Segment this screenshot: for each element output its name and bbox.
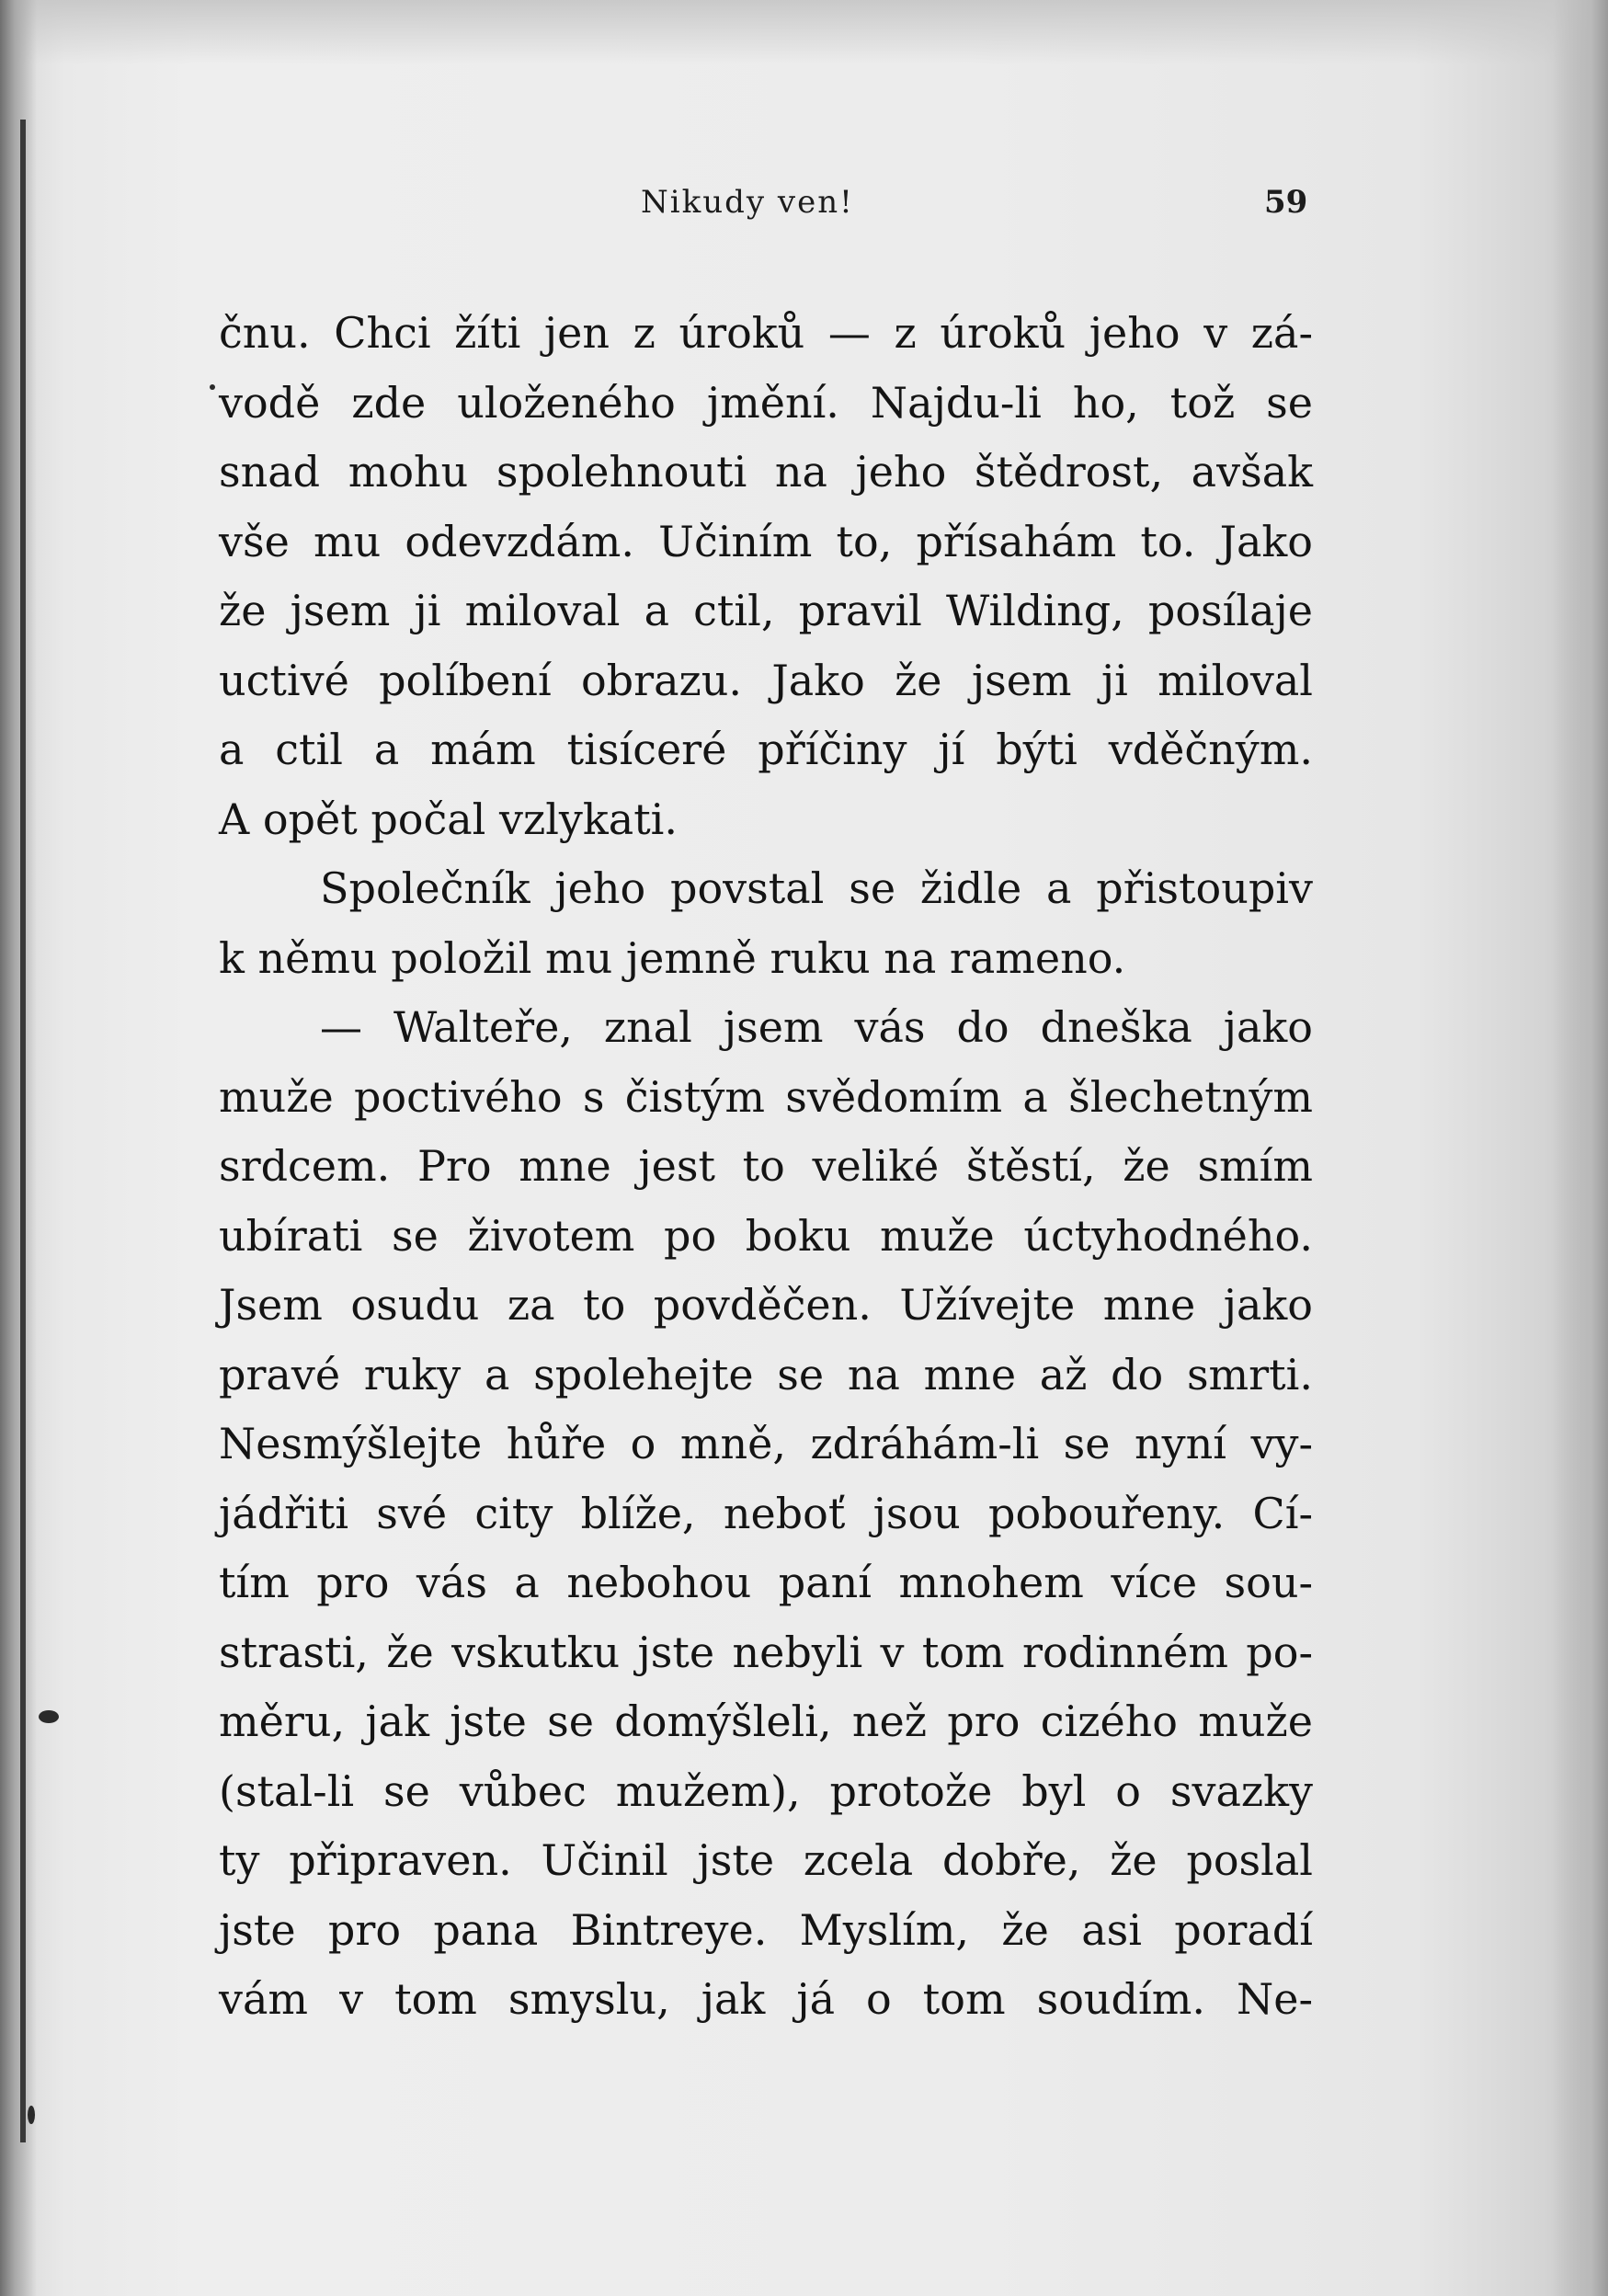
text-line: že jsem ji miloval a ctil, pravil Wilding, posílaje — [219, 586, 1313, 635]
scan-speck — [39, 1710, 59, 1723]
text-line: ty připraven. Učinil jste zcela dobře, že poslal — [219, 1835, 1313, 1885]
text-line: pravé ruky a spolehejte se na mne až do smrti. — [219, 1349, 1313, 1399]
text-line: měru, jak jste se domýšleli, než pro cizého muže — [219, 1696, 1313, 1746]
text-line: (stal-li se vůbec mužem), protože byl o svazky — [219, 1765, 1313, 1816]
text-line: jste pro pana Bintreye. Myslím, že asi poradí — [219, 1904, 1313, 1955]
text-line: ubírati se životem po boku muže úctyhodného. — [219, 1210, 1313, 1261]
page-edge-shadow — [1553, 0, 1608, 2296]
text-line: snad mohu spolehnouti na jeho štědrost, avšak — [219, 447, 1313, 497]
text-line: čnu. Chci žíti jen z úroků — z úroků jeho v zá- — [219, 308, 1313, 358]
text-line: strasti, že vskutku jste nebyli v tom rodinném po- — [219, 1627, 1313, 1677]
text-line: — Walteře, znal jsem vás do dneška jako — [320, 1002, 1313, 1052]
running-head — [0, 184, 1608, 230]
text-line: a ctil a mám tisíceré příčiny jí býti vděčným. — [219, 725, 1313, 774]
text-line: jádřiti své city blíže, neboť jsou pobouřeny. Cí- — [219, 1488, 1313, 1538]
text-line: Jsem osudu za to povděčen. Užívejte mne jako — [219, 1280, 1313, 1330]
spine-shadow — [0, 0, 37, 2296]
scan-speck — [28, 2106, 35, 2124]
text-line: tím pro vás a nebohou paní mnohem více sou- — [219, 1558, 1313, 1607]
top-scan-shadow — [0, 0, 1608, 64]
text-line: k němu položil mu jemně ruku na rameno. — [219, 932, 1126, 983]
body-text — [219, 299, 1313, 2035]
text-line: vše mu odevzdám. Učiním to, přísahám to. Jako — [219, 516, 1313, 566]
text-line: vám v tom smyslu, jak já o tom soudím. Ne- — [219, 1974, 1313, 2024]
text-line: vodě zde uloženého jmění. Najdu-li ho, tož se — [219, 377, 1313, 428]
text-line: Společník jeho povstal se židle a přistoupiv — [320, 863, 1313, 913]
text-line: uctivé políbení obrazu. Jako že jsem ji miloval — [219, 655, 1313, 705]
text-line: A opět počal vzlykati. — [219, 794, 679, 844]
spine-edge — [20, 120, 26, 2142]
page-number: 59 — [1264, 184, 1308, 221]
running-title: Nikudy ven! — [641, 184, 854, 221]
text-line: srdcem. Pro mne jest to veliké štěstí, že smím — [219, 1141, 1313, 1191]
text-line: Nesmýšlejte hůře o mně, zdráhám-li se nyní vy- — [219, 1419, 1313, 1468]
text-line: muže poctivého s čistým svědomím a šlechetným — [219, 1071, 1313, 1122]
scan-speck — [210, 384, 215, 390]
